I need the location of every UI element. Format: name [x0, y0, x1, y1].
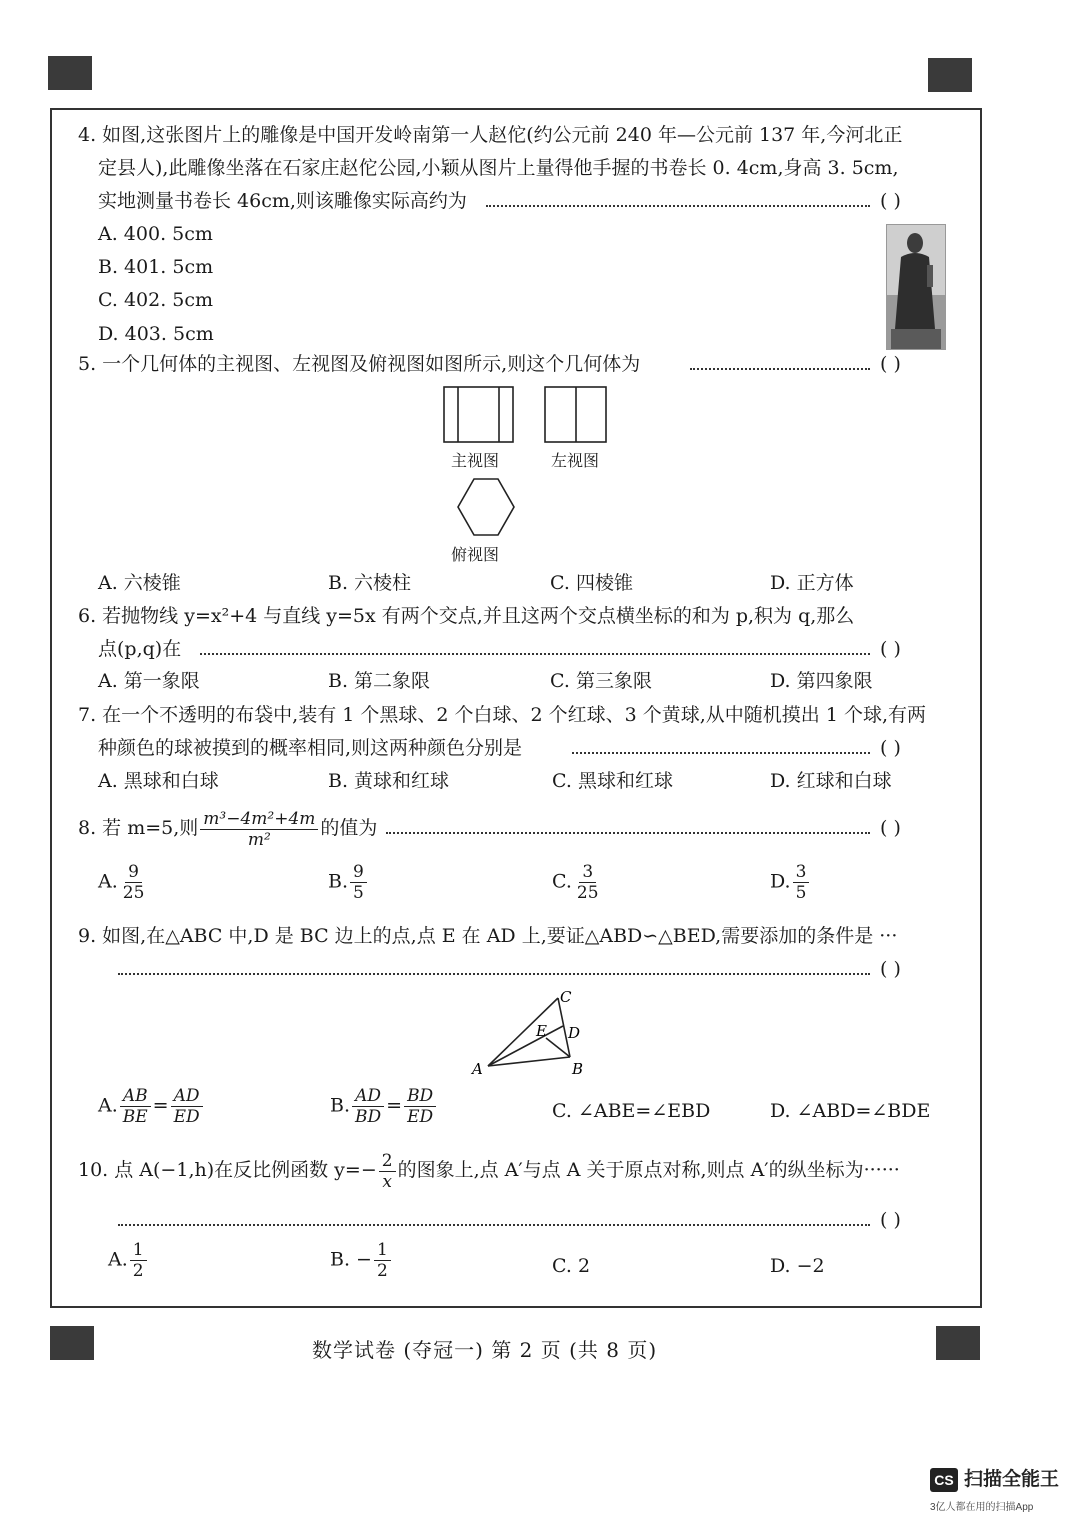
q4-option-a: A. 400. 5cm	[98, 223, 213, 245]
q5-option-a: A. 六棱锥	[98, 572, 181, 594]
q8-answer-paren: ( )	[880, 817, 901, 839]
q9-option-b-n1: AD	[352, 1086, 384, 1107]
q6-leader-dots	[200, 653, 870, 655]
q10-option-a-label: A.	[108, 1248, 128, 1271]
q10-option-a-den: 2	[132, 1261, 144, 1281]
q6-option-b: B. 第二象限	[328, 670, 431, 692]
page-footer: 数学试卷 (夺冠一) 第 2 页 (共 8 页)	[312, 1338, 658, 1362]
q8-option-b-num: 9	[350, 862, 367, 883]
q9-option-c: C. ∠ABE=∠EBD	[552, 1100, 711, 1122]
point-label-d: D	[568, 1024, 581, 1042]
q8-option-a-num: 9	[125, 862, 142, 883]
q9-option-b	[330, 1086, 438, 1127]
q8-option-a	[98, 862, 149, 903]
q10-fraction-den: x	[382, 1171, 392, 1192]
q10-prefix: 10. 点 A(−1,h)在反比例函数 y=−	[78, 1159, 377, 1181]
q10-option-a-fraction	[130, 1240, 147, 1281]
q8-option-d-den: 5	[795, 883, 807, 903]
q9-option-b-d2: ED	[407, 1107, 434, 1127]
q8-option-a-label: A.	[98, 870, 118, 893]
q8-option-b-label: B.	[328, 870, 349, 893]
q4-option-c: C. 402. 5cm	[98, 289, 214, 311]
q8-option-b-fraction	[350, 862, 367, 903]
q8-option-a-fraction	[120, 862, 148, 903]
q8-option-b	[328, 862, 369, 903]
q10-option-a-num: 1	[130, 1240, 147, 1261]
q9-option-b-label: B.	[330, 1094, 351, 1117]
q10-option-b-num: 1	[374, 1240, 391, 1261]
point-label-e: E	[536, 1022, 547, 1040]
q9-option-b-frac2	[404, 1086, 436, 1127]
q5-option-d: D. 正方体	[770, 572, 854, 594]
statue-photo	[886, 224, 946, 350]
triangle-figure	[468, 986, 598, 1082]
q7-option-c: C. 黑球和红球	[552, 770, 673, 792]
q8-prefix: 8. 若 m=5,则	[78, 817, 199, 839]
front-view-rect	[444, 387, 513, 442]
q4-line1: 4. 如图,这张图片上的雕像是中国开发岭南第一人赵佗(约公元前 240 年—公元前 137 年,今河北正	[78, 124, 903, 146]
q6-line2: 点(p,q)在	[98, 638, 182, 660]
q7-leader-dots	[572, 752, 870, 754]
point-label-c: C	[560, 988, 572, 1006]
left-view-rect	[545, 387, 606, 442]
top-view-label: 俯视图	[451, 545, 500, 564]
q9-option-a-n1: AB	[120, 1086, 151, 1107]
q10-option-b-den: 2	[376, 1261, 388, 1281]
q8-leader-dots	[386, 832, 870, 834]
q9-option-d: D. ∠ABD=∠BDE	[770, 1100, 931, 1122]
q9-option-b-d1: BD	[355, 1107, 382, 1127]
registration-mark-bottom-left	[50, 1326, 94, 1360]
q7-line2: 种颜色的球被摸到的概率相同,则这两种颜色分别是	[98, 737, 523, 759]
q5-option-b: B. 六棱柱	[328, 572, 412, 594]
q8-option-d	[770, 862, 811, 903]
q5-line1: 5. 一个几何体的主视图、左视图及俯视图如图所示,则这个几何体为	[78, 353, 641, 375]
q6-option-a: A. 第一象限	[98, 670, 200, 692]
watermark-slogan: 3亿人都在用的扫描App	[930, 1502, 1034, 1513]
q4-option-d: D. 403. 5cm	[98, 323, 214, 345]
q9-leader-dots	[118, 973, 870, 975]
q8-option-d-num: 3	[793, 862, 810, 883]
q10-option-d: D. −2	[770, 1255, 825, 1277]
q9-option-a-d2: ED	[173, 1107, 200, 1127]
q8-fraction-den: m²	[247, 829, 271, 850]
q10-option-a	[108, 1240, 149, 1281]
q10-fraction-num: 2	[379, 1151, 396, 1172]
q4-line2: 定县人),此雕像坐落在石家庄赵佗公园,小颖从图片上量得他手握的书卷长 0. 4cm,身高 3. 5cm,	[98, 157, 899, 179]
q8-option-c-fraction	[574, 862, 602, 903]
cs-logo-icon: CS	[930, 1468, 958, 1492]
q10-stem	[78, 1148, 900, 1192]
point-label-a: A	[472, 1060, 483, 1078]
q8-option-c-den: 25	[576, 883, 599, 903]
q6-option-d: D. 第四象限	[770, 670, 873, 692]
registration-mark-top-left	[48, 56, 92, 90]
q8-stem	[78, 806, 377, 850]
q9-option-a-frac2	[171, 1086, 203, 1127]
q8-fraction-num: m³−4m²+4m	[200, 809, 318, 830]
q7-line1: 7. 在一个不透明的布袋中,装有 1 个黑球、2 个白球、2 个红球、3 个黄球,从中随机摸出 1 个球,有两	[78, 704, 927, 726]
watermark-app-name: 扫描全能王	[964, 1469, 1060, 1490]
q5-option-c: C. 四棱锥	[550, 572, 633, 594]
q9-option-a-d1: BE	[122, 1107, 148, 1127]
q8-option-c-num: 3	[579, 862, 596, 883]
q8-option-c-label: C.	[552, 870, 572, 893]
q5-answer-paren: ( )	[880, 353, 901, 375]
q8-option-d-label: D.	[770, 870, 791, 893]
front-view-label: 主视图	[451, 451, 500, 470]
q7-answer-paren: ( )	[880, 737, 901, 759]
q8-fraction	[200, 809, 318, 850]
q9-option-b-frac1	[352, 1086, 384, 1127]
q10-option-b-fraction	[374, 1240, 391, 1281]
q9-option-a-eq: =	[152, 1094, 169, 1117]
q6-line1: 6. 若抛物线 y=x²+4 与直线 y=5x 有两个交点,并且这两个交点横坐标的和为 p,积为 q,那么	[78, 605, 855, 627]
q9-answer-paren: ( )	[880, 958, 901, 980]
q9-option-a-label: A.	[98, 1094, 118, 1117]
q7-option-d: D. 红球和白球	[770, 770, 892, 792]
q4-leader-dots	[486, 205, 870, 207]
q10-leader-dots	[118, 1224, 870, 1226]
registration-mark-top-right	[928, 58, 972, 92]
q7-option-b: B. 黄球和红球	[328, 770, 450, 792]
q10-option-c: C. 2	[552, 1255, 591, 1277]
q10-suffix: 的图象上,点 A′与点 A 关于原点对称,则点 A′的纵坐标为······	[397, 1159, 900, 1181]
point-label-b: B	[572, 1060, 584, 1078]
q5-leader-dots	[690, 368, 870, 370]
q7-option-a: A. 黑球和白球	[98, 770, 219, 792]
q6-answer-paren: ( )	[880, 638, 901, 660]
q9-option-b-n2: BD	[404, 1086, 436, 1107]
q8-option-b-den: 5	[353, 883, 364, 903]
left-view-label: 左视图	[551, 451, 600, 470]
q8-option-c	[552, 862, 604, 903]
q9-option-a-frac1	[120, 1086, 151, 1127]
q8-option-a-den: 25	[122, 883, 145, 903]
q6-option-c: C. 第三象限	[550, 670, 652, 692]
q8-option-d-fraction	[793, 862, 810, 903]
q10-answer-paren: ( )	[880, 1209, 901, 1231]
registration-mark-bottom-right	[936, 1326, 980, 1360]
q9-option-a-n2: AD	[171, 1086, 203, 1107]
q9-option-a	[98, 1086, 205, 1127]
q10-option-b	[330, 1240, 393, 1281]
q4-option-b: B. 401. 5cm	[98, 256, 214, 278]
q10-option-b-label: B. −	[330, 1248, 372, 1271]
top-view-hexagon	[458, 479, 514, 535]
q9-line1: 9. 如图,在△ABC 中,D 是 BC 边上的点,点 E 在 AD 上,要证△ABD∽△BED,需要添加的条件是 ···	[78, 925, 898, 947]
q10-fraction	[379, 1151, 396, 1192]
q4-line3: 实地测量书卷长 46cm,则该雕像实际高约为	[98, 190, 467, 212]
q8-suffix: 的值为	[320, 817, 378, 839]
q9-option-b-eq: =	[386, 1094, 403, 1117]
q4-answer-paren: ( )	[880, 190, 901, 212]
